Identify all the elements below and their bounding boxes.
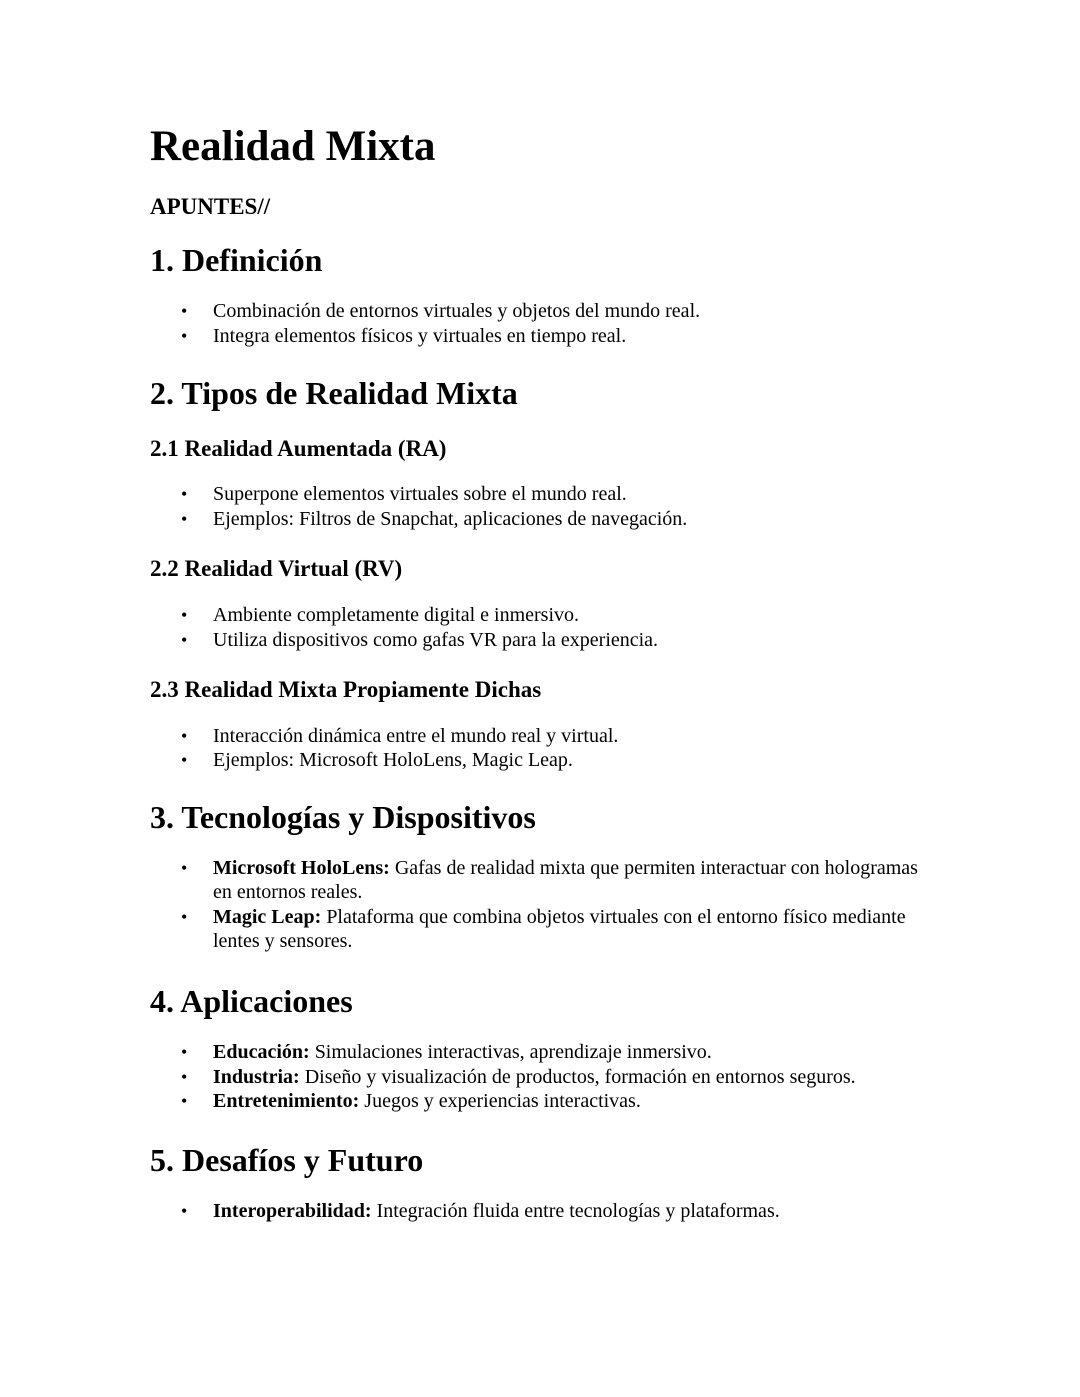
list-item-text: Plataforma que combina objetos virtuales con el entorno físico mediante lentes y sensores. (213, 905, 906, 953)
bullet-icon: • (181, 1042, 188, 1063)
document-subtitle: APUNTES// (150, 194, 271, 220)
bullet-icon: • (181, 1091, 188, 1112)
bullet-icon: • (181, 1066, 188, 1087)
list-item-term: Educación: (213, 1041, 310, 1064)
list-item-text: Diseño y visualización de productos, formación en entornos seguros. (299, 1065, 856, 1088)
section-heading-aplicaciones: 4. Aplicaciones (150, 982, 353, 1019)
desafios-list (150, 1199, 930, 1224)
list-item-term: Microsoft HoloLens: (213, 856, 390, 879)
list-item (181, 748, 930, 773)
bullet-icon: • (181, 725, 188, 746)
section-heading-definicion: 1. Definición (150, 242, 323, 279)
section-heading-tecnologias: 3. Tecnologías y Dispositivos (150, 798, 536, 835)
bullet-icon: • (181, 325, 188, 346)
list-item-text: Ejemplos: Filtros de Snapchat, aplicaciones de navegación. (213, 507, 688, 530)
list-item-text: Interacción dinámica entre el mundo real y virtual. (213, 724, 619, 747)
list-item-term: Interoperabilidad: (213, 1200, 372, 1223)
list-item-text: Simulaciones interactivas, aprendizaje inmersivo. (309, 1041, 712, 1064)
bullet-icon: • (181, 750, 188, 771)
list-item-text: Integra elementos físicos y virtuales en tiempo real. (213, 324, 627, 347)
list-item (181, 482, 930, 507)
bullet-icon: • (181, 1201, 188, 1222)
list-item-text: Combinación de entornos virtuales y objetos del mundo real. (213, 300, 701, 323)
list-item (181, 1199, 930, 1224)
list-item (181, 324, 930, 349)
ra-list (150, 482, 930, 531)
rm-list (150, 724, 930, 773)
list-item-text: Superpone elementos virtuales sobre el mundo real. (213, 483, 627, 506)
list-item-text: Utiliza dispositivos como gafas VR para la experiencia. (213, 628, 659, 651)
bullet-icon: • (181, 629, 188, 650)
list-item-term: Magic Leap: (213, 905, 322, 928)
subsection-heading-rv: 2.2 Realidad Virtual (RV) (150, 556, 403, 582)
list-item (181, 856, 930, 905)
list-item (181, 628, 930, 653)
list-item-text: Gafas de realidad mixta que permiten interactuar con hologramas en entornos reales. (213, 856, 918, 904)
list-item (181, 299, 930, 324)
tecnologias-list (150, 856, 930, 954)
bullet-icon: • (181, 857, 188, 878)
bullet-icon: • (181, 508, 188, 529)
rv-list (150, 603, 930, 652)
list-item-text: Ambiente completamente digital e inmersivo. (213, 604, 580, 626)
list-item-text: Juegos y experiencias interactivas. (359, 1090, 641, 1113)
list-item-text: Ejemplos: Microsoft HoloLens, Magic Leap. (213, 749, 573, 772)
bullet-icon: • (181, 484, 188, 505)
bullet-icon: • (181, 301, 188, 322)
list-item (181, 507, 930, 532)
list-item (181, 1065, 930, 1090)
list-item (181, 603, 930, 628)
list-item (181, 905, 930, 954)
list-item (181, 1040, 930, 1065)
list-item (181, 1089, 930, 1114)
definicion-list (150, 299, 930, 348)
list-item-text: Integración fluida entre tecnologías y plataformas. (371, 1200, 780, 1223)
bullet-icon: • (181, 906, 188, 927)
section-heading-desafios: 5. Desafíos y Futuro (150, 1141, 424, 1178)
document-content (150, 122, 930, 1224)
section-heading-tipos: 2. Tipos de Realidad Mixta (150, 375, 518, 412)
list-item (181, 724, 930, 749)
aplicaciones-list (150, 1040, 930, 1114)
subsection-heading-ra: 2.1 Realidad Aumentada (RA) (150, 435, 447, 461)
list-item-term: Entretenimiento: (213, 1090, 360, 1113)
document-title: Realidad Mixta (150, 123, 436, 170)
bullet-icon: • (181, 605, 188, 625)
list-item-term: Industria: (213, 1065, 300, 1088)
subsection-heading-rm: 2.3 Realidad Mixta Propiamente Dichas (150, 677, 542, 702)
